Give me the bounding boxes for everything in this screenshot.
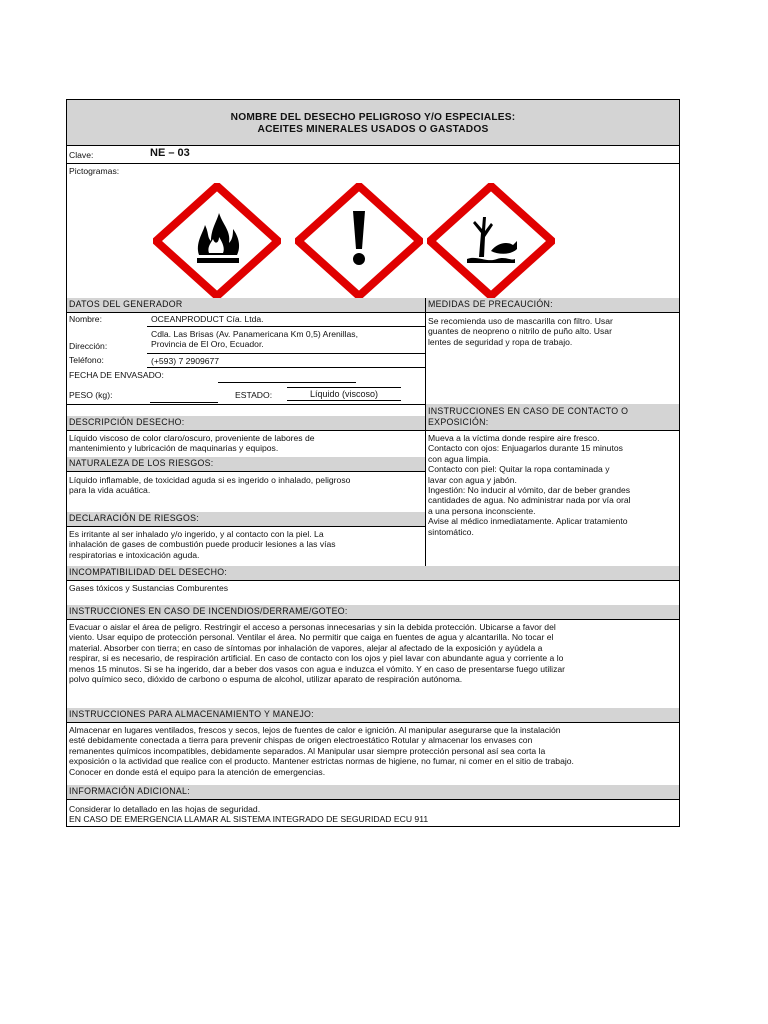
contacto-line: sintomático. [428,526,474,537]
naturaleza-header: NATURALEZA DE LOS RIESGOS: [67,457,425,471]
precaucion-line: lentes de seguridad y ropa de trabajo. [428,336,573,347]
incendios-header: INSTRUCCIONES EN CASO DE INCENDIOS/DERRAME/GOTEO: [67,605,679,619]
descripcion-text [67,433,425,454]
telefono-value: (+593) 7 2909677 [151,356,220,366]
precaucion-text [426,316,679,347]
almacenamiento-header: INSTRUCCIONES PARA ALMACENAMIENTO Y MANEJO: [67,708,679,722]
peso-field [150,402,218,403]
incendios-line: polvo químico seco, dióxido de carbono o espuma de alcohol, utilizar aparato de respiración autónoma. [69,674,463,685]
precaucion-header: MEDIDAS DE PRECAUCIÓN: [426,298,679,312]
waste-label-sheet [66,99,680,827]
direccion-line-1: Cdla. Las Brisas (Av. Panamericana Km 0,5) Arenillas, [151,329,358,339]
clave-label: Clave: [69,150,94,160]
title-line-2: ACEITES MINERALES USADOS O GASTADOS [257,124,489,135]
nombre-label: Nombre: [69,314,102,324]
contacto-line: Mueva a la víctima donde respire aire fresco. [428,433,600,443]
incompatibilidad-line: Gases tóxicos y Sustancias Comburentes [69,583,229,593]
adicional-line: Considerar lo detallado en las hojas de seguridad. [69,804,261,814]
adicional-text [67,804,679,825]
exclamation-pictogram-icon [295,183,423,299]
declaracion-line: Es irritante al ser inhalado y/o ingerido, y al contacto con la piel. La [69,529,324,539]
contacto-line: Contacto con ojos: Enjuagarlos durante 15 minutos [428,443,623,454]
telefono-label: Teléfono: [69,355,104,365]
contacto-header-line: INSTRUCCIONES EN CASO DE CONTACTO O [428,406,629,416]
precaucion-line: guantes de neopreno o nitrilo de puño alto. Usar [428,326,612,337]
fecha-envasado-label: FECHA DE ENVASADO: [69,370,164,380]
direccion-label: Dirección: [69,341,108,351]
contacto-line: con agua limpia. [428,453,491,464]
incendios-line: menos 15 minutos. Si se ha ingerido, dar a beber dos vasos con agua e induzca el vómito. Y en caso de presentarse fuego utilizar [69,663,566,674]
descripcion-header: DESCRIPCIÓN DESECHO: [67,416,425,430]
declaracion-header: DECLARACIÓN DE RIESGOS: [67,512,425,526]
incompatibilidad-header: INCOMPATIBILIDAD DEL DESECHO: [67,566,679,580]
almacenamiento-line: remanentes químicos incompatibles, debidamente separados. Al Manipular usar siempre protección personal así sea corta la [69,745,546,756]
incendios-text [67,622,679,684]
title-line-1: NOMBRE DEL DESECHO PELIGROSO Y/O ESPECIALES: [230,112,516,123]
direccion-line-2: Provincia de El Oro, Ecuador. [151,339,264,349]
almacenamiento-line: Almacenar en lugares ventilados, frescos y secos, lejos de fuentes de calor e ignición. Al manipular asegurarse que la instalación [69,725,561,735]
precaucion-line: Se recomienda uso de mascarilla con filtro. Usar [428,316,613,326]
almacenamiento-text [67,725,679,777]
incendios-line: viento. Usar equipo de protección personal. Ventilar el área. No permitir que caiga en fuentes de agua y alcantarilla. No tocar el [69,632,554,643]
estado-value: Líquido (viscoso) [287,387,401,401]
contacto-line: Ingestión: No inducir al vómito, dar de beber grandes [428,485,631,496]
contacto-line: lavar con agua y jabón. [428,474,517,485]
almacenamiento-line: exposición o la actividad que realice con el producto. Mantener estrictas normas de higiene, no fumar, ni comer en el sitio de trabajo. [69,756,574,767]
contacto-text [426,433,679,537]
incendios-line: Evacuar o aislar el área de peligro. Restringir el acceso a personas innecesarias y sin la debida protección. Ubicarse a favor del [69,622,556,632]
almacenamiento-line: esté debidamente conectada a tierra para prevenir chispas de origen electroestático Rotular y almacenar los envases con [69,735,533,746]
contacto-header [426,404,679,430]
estado-label: ESTADO: [235,390,273,400]
declaracion-line: inhalación de gases de combustión puede producir lesiones a las vías [69,539,336,550]
naturaleza-line: para la vida acuática. [69,485,151,496]
contacto-line: a una persona inconsciente. [428,505,536,516]
flame-pictogram-icon [153,183,281,299]
peso-label: PESO (kg): [69,390,113,400]
contacto-line: Contacto con piel: Quitar la ropa contaminada y [428,464,610,475]
fecha-envasado-field [218,382,356,383]
descripcion-line: Líquido viscoso de color claro/oscuro, proveniente de labores de [69,433,315,443]
incompatibilidad-text [67,583,679,593]
adicional-line: EN CASO DE EMERGENCIA LLAMAR AL SISTEMA INTEGRADO DE SEGURIDAD ECU 911 [69,814,429,825]
descripcion-line: mantenimiento y lubricación de maquinarias y equipos. [69,443,279,454]
incendios-line: respirar, si es necesario, de respiración artificial. En caso de contacto con los ojos y piel lavar con abundante agua y corriente a lo [69,653,564,664]
declaracion-line: respiratorias e intoxicación aguda. [69,549,200,560]
clave-value: NE – 03 [150,147,190,159]
contacto-header-line: EXPOSICIÓN: [428,417,489,427]
generador-header: DATOS DEL GENERADOR [67,298,425,312]
contacto-line: Avise al médico inmediatamente. Aplicar tratamiento [428,516,628,527]
nombre-value: OCEANPRODUCT Cía. Ltda. [151,314,264,324]
pictogramas-label: Pictogramas: [69,166,120,176]
naturaleza-text [67,475,425,496]
almacenamiento-line: Conocer en donde está el equipo para la atención de emergencias. [69,766,326,777]
environment-pictogram-icon [427,183,555,299]
contacto-line: cantidades de agua. No administrar nada por vía oral [428,495,631,506]
waste-name-title [67,112,679,136]
declaracion-text [67,529,425,560]
adicional-header: INFORMACIÓN ADICIONAL: [67,785,679,799]
naturaleza-line: Líquido inflamable, de toxicidad aguda si es ingerido o inhalado, peligroso [69,475,351,485]
incendios-line: material. Absorber con tierra; en caso de síntomas por inhalación de vapores, alejar al afectado de la exposición y ayúdela a [69,642,543,653]
